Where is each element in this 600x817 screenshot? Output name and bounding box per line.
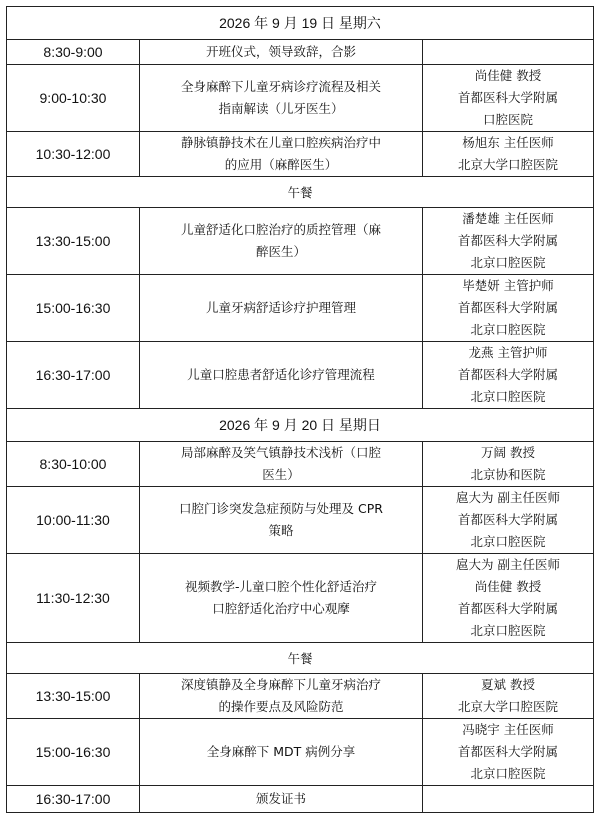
session-row <box>7 65 594 132</box>
session-topic <box>140 342 423 409</box>
lunch-break: 午餐 <box>7 643 594 674</box>
day-header-row <box>7 409 594 442</box>
session-time: 15:00-16:30 <box>7 275 140 342</box>
session-row <box>7 132 594 177</box>
session-speaker <box>423 554 594 643</box>
session-topic <box>140 719 423 786</box>
session-speaker <box>423 132 594 177</box>
session-speaker <box>423 342 594 409</box>
topic-line: 视频教学-儿童口腔个性化舒适治疗 <box>184 579 377 594</box>
session-topic <box>140 786 423 813</box>
speaker-line: 首都医科大学附属 <box>458 512 559 527</box>
speaker-line: 北京口腔医院 <box>470 389 546 404</box>
speaker-line: 北京口腔医院 <box>470 322 546 337</box>
speaker-line: 尚佳健 教授 <box>474 68 542 83</box>
session-speaker <box>423 65 594 132</box>
session-speaker <box>423 40 594 65</box>
session-speaker <box>423 674 594 719</box>
speaker-line: 尚佳健 教授 <box>474 579 542 594</box>
session-row <box>7 674 594 719</box>
speaker-line: 北京大学口腔医院 <box>458 157 559 172</box>
topic-line: 口腔门诊突发急症预防与处理及 CPR <box>179 501 383 516</box>
session-topic <box>140 208 423 275</box>
speaker-line: 首都医科大学附属 <box>458 300 559 315</box>
speaker-line: 口腔医院 <box>483 112 534 127</box>
topic-line: 医生） <box>262 467 300 482</box>
session-row <box>7 40 594 65</box>
speaker-line: 北京口腔医院 <box>470 255 546 270</box>
session-topic <box>140 65 423 132</box>
session-speaker <box>423 442 594 487</box>
session-topic <box>140 442 423 487</box>
session-row <box>7 554 594 643</box>
speaker-line: 杨旭东 主任医师 <box>462 135 554 150</box>
session-time: 10:30-12:00 <box>7 132 140 177</box>
speaker-line: 扈大为 副主任医师 <box>456 490 560 505</box>
topic-line: 儿童牙病舒适诊疗护理管理 <box>205 300 356 315</box>
session-time: 16:30-17:00 <box>7 342 140 409</box>
day-header: 2026 年 9 月 19 日 星期六 <box>7 7 594 40</box>
speaker-line: 首都医科大学附属 <box>458 744 559 759</box>
speaker-line: 毕楚妍 主管护师 <box>462 278 554 293</box>
topic-line: 儿童口腔患者舒适化诊疗管理流程 <box>187 367 375 382</box>
session-time: 8:30-9:00 <box>7 40 140 65</box>
speaker-line: 首都医科大学附属 <box>458 90 559 105</box>
topic-line: 的操作要点及风险防范 <box>218 699 344 714</box>
topic-line: 的应用（麻醉医生） <box>224 157 338 172</box>
session-time: 11:30-12:30 <box>7 554 140 643</box>
speaker-line: 万阔 教授 <box>481 445 535 460</box>
session-time: 8:30-10:00 <box>7 442 140 487</box>
session-speaker <box>423 786 594 813</box>
session-time: 16:30-17:00 <box>7 786 140 813</box>
topic-line: 开班仪式，领导致辞，合影 <box>205 44 356 59</box>
session-topic <box>140 674 423 719</box>
session-row <box>7 275 594 342</box>
speaker-line: 北京协和医院 <box>470 467 546 482</box>
session-topic <box>140 554 423 643</box>
day-header-row <box>7 7 594 40</box>
session-speaker <box>423 208 594 275</box>
topic-line: 颁发证书 <box>255 791 306 806</box>
speaker-line: 首都医科大学附属 <box>458 601 559 616</box>
topic-line: 口腔舒适化治疗中心观摩 <box>212 601 350 616</box>
session-time: 9:00-10:30 <box>7 65 140 132</box>
day-header: 2026 年 9 月 20 日 星期日 <box>7 409 594 442</box>
speaker-line: 首都医科大学附属 <box>458 367 559 382</box>
speaker-line: 扈大为 副主任医师 <box>456 557 560 572</box>
topic-line: 策略 <box>268 523 294 538</box>
lunch-break: 午餐 <box>7 177 594 208</box>
session-speaker <box>423 275 594 342</box>
topic-line: 静脉镇静技术在儿童口腔疾病治疗中 <box>180 135 381 150</box>
session-row <box>7 487 594 554</box>
schedule-table <box>6 6 594 813</box>
session-row <box>7 208 594 275</box>
break-row <box>7 643 594 674</box>
session-time: 15:00-16:30 <box>7 719 140 786</box>
session-row <box>7 342 594 409</box>
topic-line: 指南解读（儿牙医生） <box>218 101 344 116</box>
session-speaker <box>423 487 594 554</box>
session-topic <box>140 40 423 65</box>
speaker-line: 北京口腔医院 <box>470 534 546 549</box>
session-time: 10:00-11:30 <box>7 487 140 554</box>
session-time: 13:30-15:00 <box>7 674 140 719</box>
session-row <box>7 786 594 813</box>
session-speaker <box>423 719 594 786</box>
topic-line: 全身麻醉下 MDT 病例分享 <box>206 744 356 759</box>
speaker-line: 龙燕 主管护师 <box>468 345 548 360</box>
topic-line: 局部麻醉及笑气镇静技术浅析（口腔 <box>180 445 381 460</box>
speaker-line: 冯晓宇 主任医师 <box>462 722 554 737</box>
break-row <box>7 177 594 208</box>
topic-line: 全身麻醉下儿童牙病诊疗流程及相关 <box>180 79 381 94</box>
speaker-line: 北京大学口腔医院 <box>458 699 559 714</box>
session-row <box>7 442 594 487</box>
session-topic <box>140 275 423 342</box>
topic-line: 醉医生） <box>255 244 306 259</box>
session-row <box>7 719 594 786</box>
speaker-line: 潘楚雄 主任医师 <box>462 211 554 226</box>
topic-line: 儿童舒适化口腔治疗的质控管理（麻 <box>180 222 381 237</box>
speaker-line: 北京口腔医院 <box>470 766 546 781</box>
speaker-line: 北京口腔医院 <box>470 623 546 638</box>
topic-line: 深度镇静及全身麻醉下儿童牙病治疗 <box>180 677 381 692</box>
session-topic <box>140 132 423 177</box>
session-time: 13:30-15:00 <box>7 208 140 275</box>
speaker-line: 夏斌 教授 <box>481 677 535 692</box>
session-topic <box>140 487 423 554</box>
speaker-line: 首都医科大学附属 <box>458 233 559 248</box>
schedule-body <box>7 7 594 813</box>
